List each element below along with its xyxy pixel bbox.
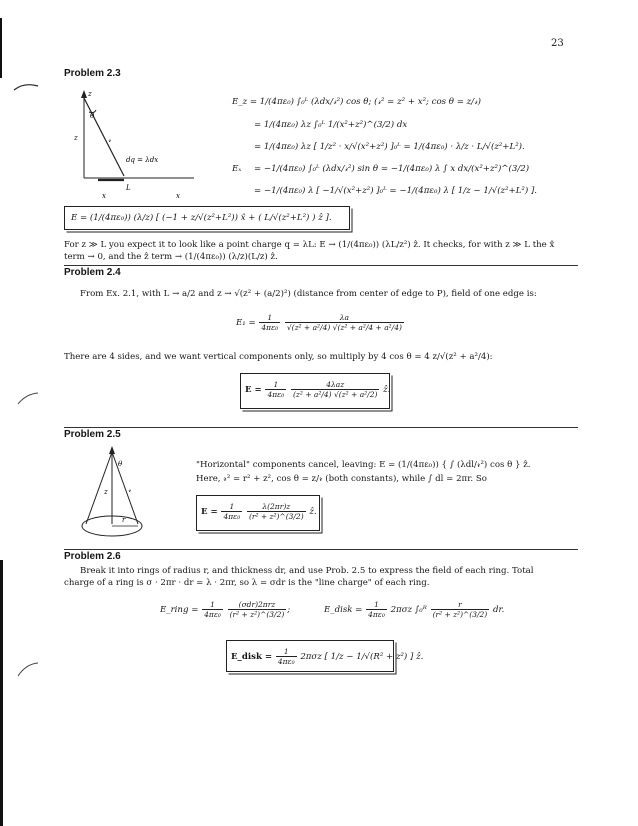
p26-boxed-mid: 2πσz [ 1/z − 1/√(R² + z²) ] ẑ.: [300, 652, 424, 662]
divider-2-4: [64, 265, 578, 266]
svg-text:z: z: [88, 90, 92, 98]
p26-ering-coef: $\frac{1}{\text{4πε₀}}$: [204, 600, 221, 619]
problem-2-3-figure: [64, 82, 204, 202]
scan-margin-line-top: [0, 18, 2, 78]
p25-text-2: Here, 𝓇² = r² + z², cos θ = z/𝓇 (both constants), while ∫ dl = 2πr. So: [196, 474, 487, 484]
scan-pencil-mark-2: [16, 390, 42, 408]
p24-text-2: There are 4 sides, and we want vertical components only, so multiply by 4 cos θ = 4 z/√(z² + a²/4):: [64, 352, 493, 362]
p26-ering-lhs: E_ring =: [160, 605, 199, 615]
p26-text-1: Break it into rings of radius r, and thickness dr, and use Prob. 2.5 to express the field of each ring. Total: [80, 566, 534, 576]
p26-boxed-result: [226, 640, 424, 672]
svg-text:𝓇: 𝓇: [108, 136, 111, 144]
p24-boxed-result: [240, 373, 390, 409]
p23-eq1: E_z = 1/(4πε₀) ∫₀ᴸ (λdx/𝓇²) cos θ; (𝓇² = z² + x²; cos θ = z/𝓇): [232, 97, 481, 107]
p23-eq2: = 1/(4πε₀) λz ∫₀ᴸ 1/(x²+z²)^(3/2) dx: [254, 120, 408, 130]
p24-boxed-coef: $\frac{1}{\text{4πε₀}}$: [267, 380, 285, 399]
svg-text:θ: θ: [90, 112, 95, 120]
problem-2-3-title: Problem 2.3: [64, 68, 121, 79]
problem-2-6-title: Problem 2.6: [64, 551, 121, 562]
scan-pencil-mark-3: [16, 660, 42, 680]
p26-boxed-coef: $\frac{1}{\text{4πε₀}}$: [277, 647, 295, 666]
p23-text-1: For z ≫ L you expect it to look like a point charge q = λL: E → (1/(4πε₀)) (λL/z²) ẑ. It checks, for with z ≫ L the x̂: [64, 240, 555, 250]
p26-edisk-coef: $\frac{1}{\text{4πε₀}}$: [368, 600, 385, 619]
p26-edisk-lhs: E_disk =: [324, 605, 363, 615]
divider-2-6: [64, 549, 578, 550]
p23-text-2: term → 0, and the ẑ term → (1/(4πε₀)) (λ/z)(L/z) ẑ.: [64, 252, 278, 262]
p23-boxed-formula: E = (1/(4πε₀)) (λ/z) [ (−1 + z/√(z²+L²)) x̂ + ( L/√(z²+L²) ) ẑ ].: [71, 213, 332, 223]
svg-text:r: r: [122, 516, 126, 524]
svg-text:z: z: [74, 134, 78, 142]
p25-boxed-result: [196, 495, 320, 531]
problem-2-5-figure: [78, 440, 178, 550]
p23-eq3: = 1/(4πε₀) λz [ 1/z² · x/√(x²+z²) ]₀ᴸ = 1/(4πε₀) · λ/z · L/√(z²+L²).: [254, 142, 525, 152]
p24-boxed-fraction: $\frac{\text{4λaz}}{\text{(z² + a²/4) √(z² + a²/2)}}$: [292, 380, 378, 399]
p24-text-1: From Ex. 2.1, with L → a/2 and z → √(z² + (a/2)²) (distance from center of edge to P), field of one edge is:: [80, 289, 537, 299]
scan-margin-line: [0, 560, 3, 826]
p23-eq4: = −1/(4πε₀) ∫₀ᴸ (λdx/𝓇²) sin θ = −1/(4πε₀) λ ∫ x dx/(x²+z²)^(3/2): [254, 164, 530, 174]
svg-text:z: z: [104, 488, 108, 496]
p26-edisk-fraction: $\frac{r}{\text{(r² + z²)\textasciicircum{}(3/2)}}$: [432, 600, 488, 619]
svg-text:x: x: [176, 192, 180, 200]
p26-edisk-equation: [324, 600, 504, 619]
p26-text-2: charge of a ring is σ · 2πr · dr = λ · 2πr, so λ = σdr is the "line charge" of each ring.: [64, 578, 430, 588]
svg-text:𝓇: 𝓇: [128, 486, 131, 494]
p23-boxed-result: [64, 206, 350, 230]
p26-ering-fraction: $\frac{\text{(σdr)2πrz}}{\text{(r² + z²)\textasciicircum{}(3/2)}}$: [229, 600, 285, 619]
p23-eq4-lhs: Eₓ: [232, 164, 242, 174]
p26-edisk-mid: 2πσz ∫₀ᴿ: [390, 605, 427, 615]
p24-boxed-lhs: E =: [245, 385, 262, 395]
scan-pencil-mark: [12, 80, 42, 94]
p24-e1-coef: $\frac{1}{\text{4πε₀}}$: [261, 313, 279, 332]
p24-e1-lhs: E₁ =: [236, 318, 256, 328]
p24-e1-equation: [236, 313, 405, 332]
problem-2-5-title: Problem 2.5: [64, 429, 121, 440]
p24-e1-fraction: $\frac{\lambda a}{\text{√(z² + a²/4) √(z² + a²/4 + a²/4)}}$: [286, 313, 402, 332]
p25-text-1: "Horizontal" components cancel, leaving: E = (1/(4πε₀)) { ∫ (λdl/𝓇²) cos θ } ẑ.: [196, 460, 531, 470]
problem-2-4-title: Problem 2.4: [64, 267, 121, 278]
p23-eq5: = −1/(4πε₀) λ [ −1/√(x²+z²) ]₀ᴸ = −1/(4πε₀) λ [ 1/z − 1/√(z²+L²) ].: [254, 186, 538, 196]
page-number: 23: [551, 38, 564, 49]
divider-2-5: [64, 427, 578, 428]
p25-boxed-coef: $\frac{1}{\text{4πε₀}}$: [223, 502, 241, 521]
svg-text:θ: θ: [118, 460, 123, 468]
svg-text:dq = λdx: dq = λdx: [126, 156, 159, 164]
svg-text:x: x: [102, 192, 106, 200]
p25-boxed-fraction: $\frac{\lambda(2\pi r)z}{\text{(r² + z²)\textasciicircum{}(3/2)}}$: [248, 502, 304, 521]
p26-boxed-lhs: E_disk =: [231, 652, 273, 662]
p25-boxed-unit: ẑ.: [309, 507, 317, 517]
p26-ering-equation: E_ring = $\frac{1}{\text{4πε₀}}$ $\frac{\text{(σdr)2πrz}}{\text{(r² + z²)\textasciicircum{}(3/2)}}$ ;: [160, 600, 291, 619]
svg-text:L: L: [126, 184, 131, 192]
p24-boxed-unit: ẑ.: [383, 385, 391, 395]
p25-boxed-lhs: E =: [201, 507, 218, 517]
p26-edisk-tail: dr.: [492, 605, 505, 615]
